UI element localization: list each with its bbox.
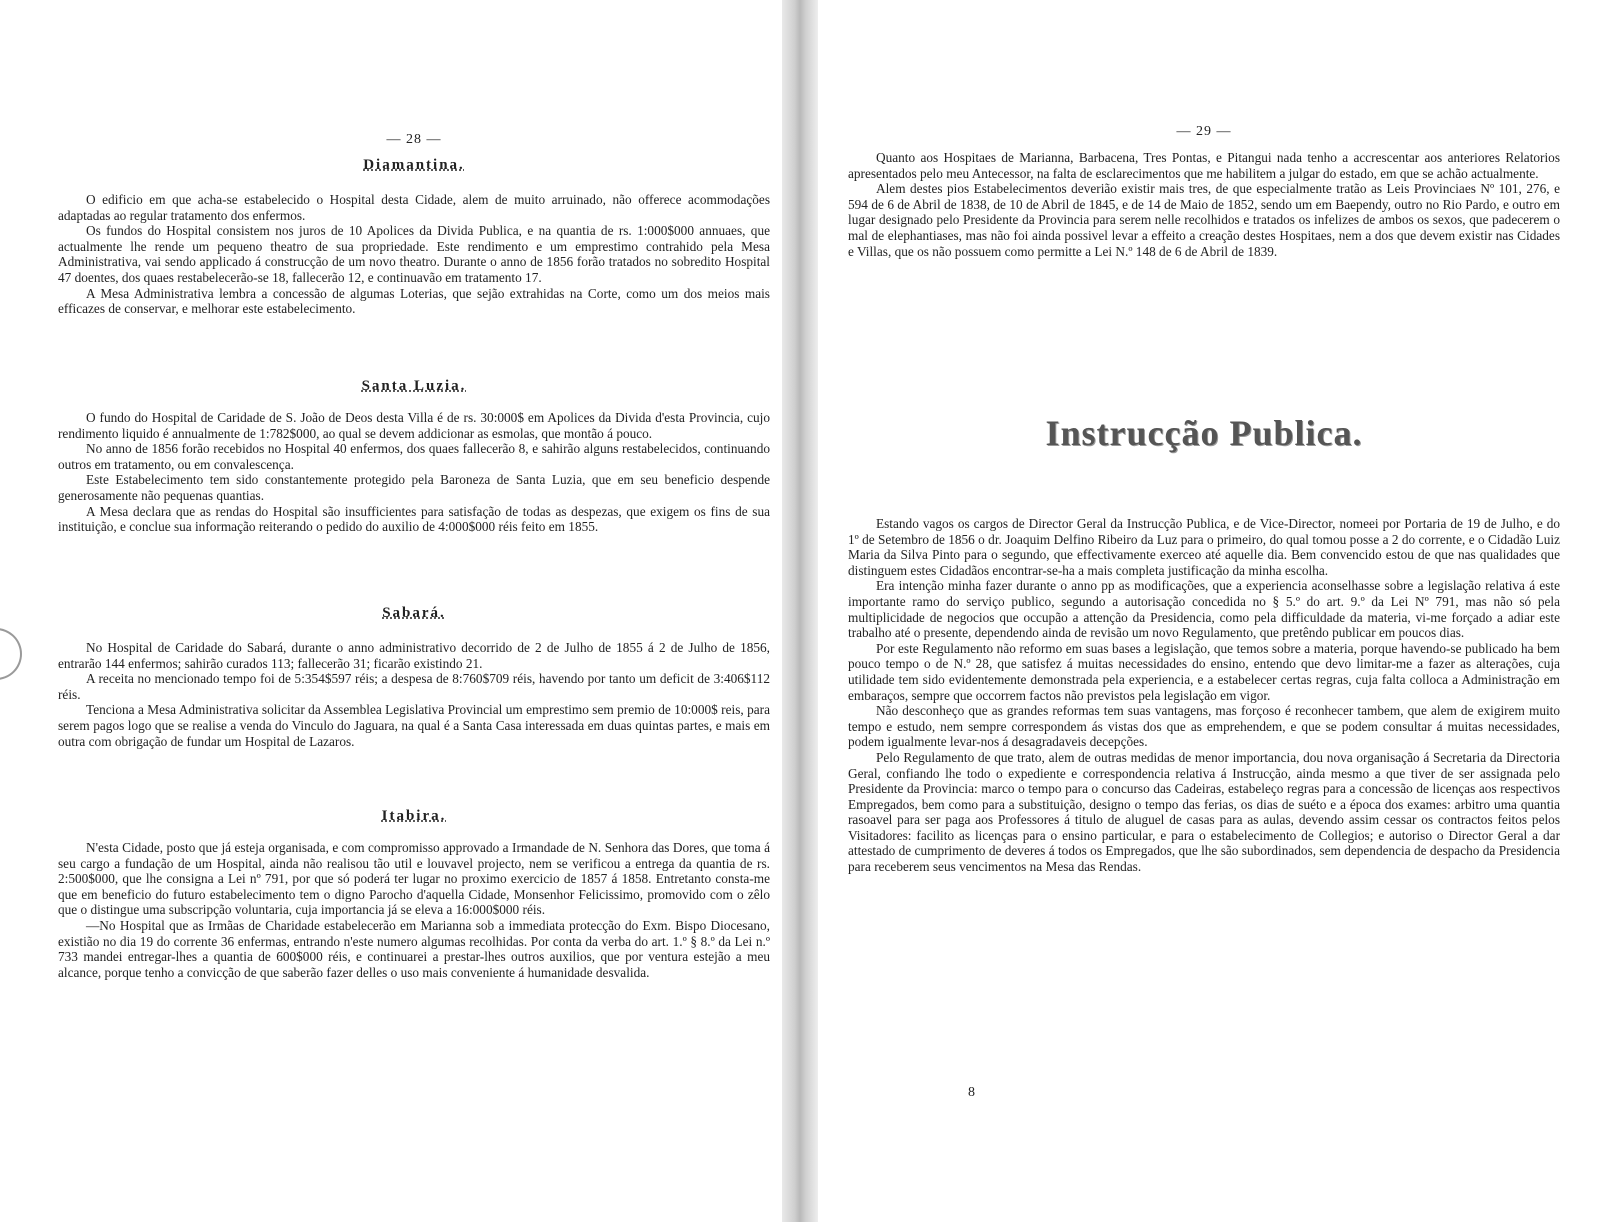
paragraph: O fundo do Hospital de Caridade de S. João de Deos desta Villa é de rs. 30:000$ em Apolices da Divida d'esta Provincia, cujo rendimento liquido é annualmente de 1:782$000, ao qual se devem addicionar as esmolas, que montão á pouco. [58, 410, 770, 441]
paragraph: Quanto aos Hospitaes de Marianna, Barbacena, Tres Pontas, e Pitangui nada tenho a accrescentar aos anteriores Relatorios apresentados pelo meu Antecessor, na falta de esclarecimentos que me habilitem a julgar do estado, em que se achão actualmente. [848, 150, 1560, 181]
paragraph: O edificio em que acha-se estabelecido o Hospital desta Cidade, alem de muito arruinado, não offerece acommodações adaptadas ao regular tratamento dos enfermos. [58, 192, 770, 223]
right-page [848, 0, 1560, 1222]
paragraph: Por este Regulamento não reformo em suas bases a legislação, que temos sobre a materia, porque havendo-se publicado ha bem pouco tempo o de N.º 28, que satisfez á muitas necessidades do ensino, entendo que devo limitar-me a fazer as alterações, cuja utilidade tem sido evidentemente demonstrada pela experiencia, e a estabelecer certas regras, cuja falta colloca a Administração em embaraços, sempre que occorrem factos não previstos pela legislação em vigor. [848, 640, 1560, 703]
binding-hole-mark [0, 628, 22, 680]
page-number-right: — 29 — [1176, 124, 1232, 139]
paragraph: Este Estabelecimento tem sido constantemente protegido pela Baroneza de Santa Luzia, que em seu beneficio despende generosamente não pequenas quantias. [58, 472, 770, 503]
paragraph: A receita no mencionado tempo foi de 5:354$597 réis; a despesa de 8:760$709 réis, havendo por tanto um deficit de 3:406$112 réis. [58, 671, 770, 702]
paragraph: A Mesa declara que as rendas do Hospital são insufficientes para satisfação de todas as despezas, que exigem os fins de sua instituição, e conclue sua informação reiterando o pedido do auxilio de 4:000$000 réis feito em 1855. [58, 503, 770, 535]
paragraph: Os fundos do Hospital consistem nos juros de 10 Apolices da Divida Publica, e na quantia de rs. 1:000$000 annuaes, que actualmente lhe rende um pequeno theatro de sua propriedade. Este rendimento e um emprestimo contrahido pela Mesa Administrativa, vai sendo applicado á construcção de um novo theatro. Durante o anno de 1856 forão tratados no sobredito Hospital 47 doentes, dos quaes restabelecerão-se 18, fallecerão 12, e continuavão em tratamento 17. [58, 223, 770, 285]
paragraph: Estando vagos os cargos de Director Geral da Instrucção Publica, e de Vice-Director, nomeei por Portaria de 19 de Julho, e do 1º de Setembro de 1856 o dr. Joaquim Delfino Ribeiro da Luz para o primeiro, do qual tomou posse a 2 do corrente, e o Cidadão Luiz Maria da Silva Pinto para o segundo, que effectivamente exerceo até aquelle dia. Bem convencido estou de que nas qualidades que distinguem estes Cidadãos encontrar-se-ha a mais completa justificação da minha escolha. [848, 516, 1560, 578]
section-heading-diamantina: Diamantina. [363, 157, 465, 173]
paragraph: Alem destes pios Estabelecimentos deverião existir mais tres, de que especialmente tratão as Leis Provinciaes Nº 101, 276, e 594 de 6 de Abril de 1838, de 10 de Abril de 1845, e de 14 de Maio de 1852, sendo um em Baependy, outro no Rio Pardo, e outro em lugar designado pelo Presidente da Provincia para serem nelle recolhidos e tratados os infelizes de ambos os sexos, que padecerem o mal de elephantiases, mas não foi ainda possivel levar a effeito a creação destes Hospitaes, nem a dos que devem existir nas Cidades e Villas, que os não possuem como permitte a Lei N.º 148 de 6 de Abril de 1839. [848, 181, 1560, 259]
paragraph: No anno de 1856 forão recebidos no Hospital 40 enfermos, dos quaes fallecerão 8, e sahirão alguns restabelecidos, continuando outros em tratamento, ou em convalescença. [58, 441, 770, 472]
section-body-sabara [58, 640, 770, 749]
paragraph: Tenciona a Mesa Administrativa solicitar da Assemblea Legislativa Provincial um emprestimo sem premio de 10:000$ reis, para serem pagos logo que se realise a venda do Vinculo do Jaguara, na qual é a Santa Casa interessada em duas quintas partes, e mais em outra com obrigação de fundar um Hospital de Lazaros. [58, 702, 770, 749]
paragraph: Era intenção minha fazer durante o anno pp as modificações, que a experiencia aconselhasse sobre a legislação relativa á este importante ramo do serviço publico, segundo a autorisação concedida no § 5.º do art. 9.º da Lei Nº 791, mas não só pela multiplicidade de negocios que occupão a attenção da Presidencia, como pela difficuldade da materia, vi-me forçado a adiar este trabalho até o presente, dependendo ainda de revisão um novo Regulamento, que pretêndo publicar em poucos dias. [848, 578, 1560, 641]
paragraph: Não desconheço que as grandes reformas tem suas vantagens, mas forçoso é reconhecer tambem, que alem de exigirem muito tempo e estudo, nem sempre correspondem ás vistas dos que as emprehendem, e que se podem consultar á muitas necessidades, podem igualmente levar-nos á desagradaveis decepções. [848, 703, 1560, 750]
section-body-diamantina [58, 192, 770, 317]
left-page [58, 0, 770, 1222]
section-title-instruccao-publica: Instrucção Publica. [1045, 413, 1363, 453]
paragraph: Pelo Regulamento de que trato, alem de outras medidas de menor importancia, dou nova organisação á Secretaria da Directoria Geral, confiando lhe todo o expediente e correspondencia relativa á Instrucção, ainda mesmo a que tiver de ser assignada pelo Presidente da Provincia: marco o tempo para o concurso das Cadeiras, estabeleço regras para a concessão de licenças aos respectivos Empregados, bem como para a substituição, designo o tempo das ferias, os dias de suéto e a época dos exames: arbitro uma quantia rasoavel para ser paga aos Professores á titulo de aluguel de casas para as aulas, devendo assim cessar os contractos feitos pelos Visitadores: facilito as licenças para o ensino particular, e para o estabelecimento de Collegios; e autoriso o Director Geral a dar attestado de cumprimento de deveres á todos os Empregados, que lhe são subordinados, sem dependencia de despacho da Presidencia para receberem seus vencimentos na Mesa das Rendas. [848, 749, 1560, 875]
paragraph: N'esta Cidade, posto que já esteja organisada, e com compromisso approvado a Irmandade de N. Senhora das Dores, que toma á seu cargo a fundação de um Hospital, ainda não realisou tão util e louvavel projecto, nem se verificou a entrega da quantia de rs. 2:500$000, que lhe consigna a Lei nº 791, por que só poderá ter lugar no proximo exercicio de 1857 á 1858. Entretanto consta-me que em beneficio do futuro estabelecimento tem o digno Parocho d'aquella Cidade, Monsenhor Felicissimo, promovido com o zêlo que o distingue uma subscripção voluntaria, cuja importancia já se eleva a 16:000$000 réis. [58, 840, 770, 918]
section-body-santa-luzia [58, 410, 770, 535]
section-body-instruccao [848, 516, 1560, 875]
page-number-left: — 28 — [386, 132, 442, 147]
book-gutter [782, 0, 818, 1222]
section-heading-sabara: Sabará. [382, 605, 446, 621]
paragraph: No Hospital de Caridade do Sabará, durante o anno administrativo decorrido de 2 de Julho de 1855 á 2 de Julho de 1856, entrarão 144 enfermos; sahirão curados 113; fallecerão 31; ficarão existindo 21. [58, 640, 770, 671]
intro-text [848, 150, 1560, 259]
section-heading-itabira: Itabira. [381, 808, 447, 824]
paragraph: A Mesa Administrativa lembra a concessão de algumas Loterias, que sejão extrahidas na Corte, como um dos meios mais efficazes de conservar, e melhorar este estabelecimento. [58, 285, 770, 317]
signature-mark: 8 [968, 1085, 975, 1100]
paragraph: —No Hospital que as Irmãas de Charidade estabelecerão em Marianna sob a immediata protecção do Exm. Bispo Diocesano, existião no dia 19 do corrente 36 enfermas, entrando n'este numero algumas recolhidas. Por conta da verba do art. 1.º § 8.º da Lei n.º 733 mandei entregar-lhes a quantia de 600$000 réis, e continuarei a prestar-lhes outros auxilios, que por ventura estejão a meu alcance, porque tenho a convicção de que saberão fazer delles o uso mais conveniente á humanidade desvalida. [58, 917, 770, 980]
section-heading-santa-luzia: Santa Luzia. [361, 378, 467, 394]
section-body-itabira [58, 840, 770, 980]
